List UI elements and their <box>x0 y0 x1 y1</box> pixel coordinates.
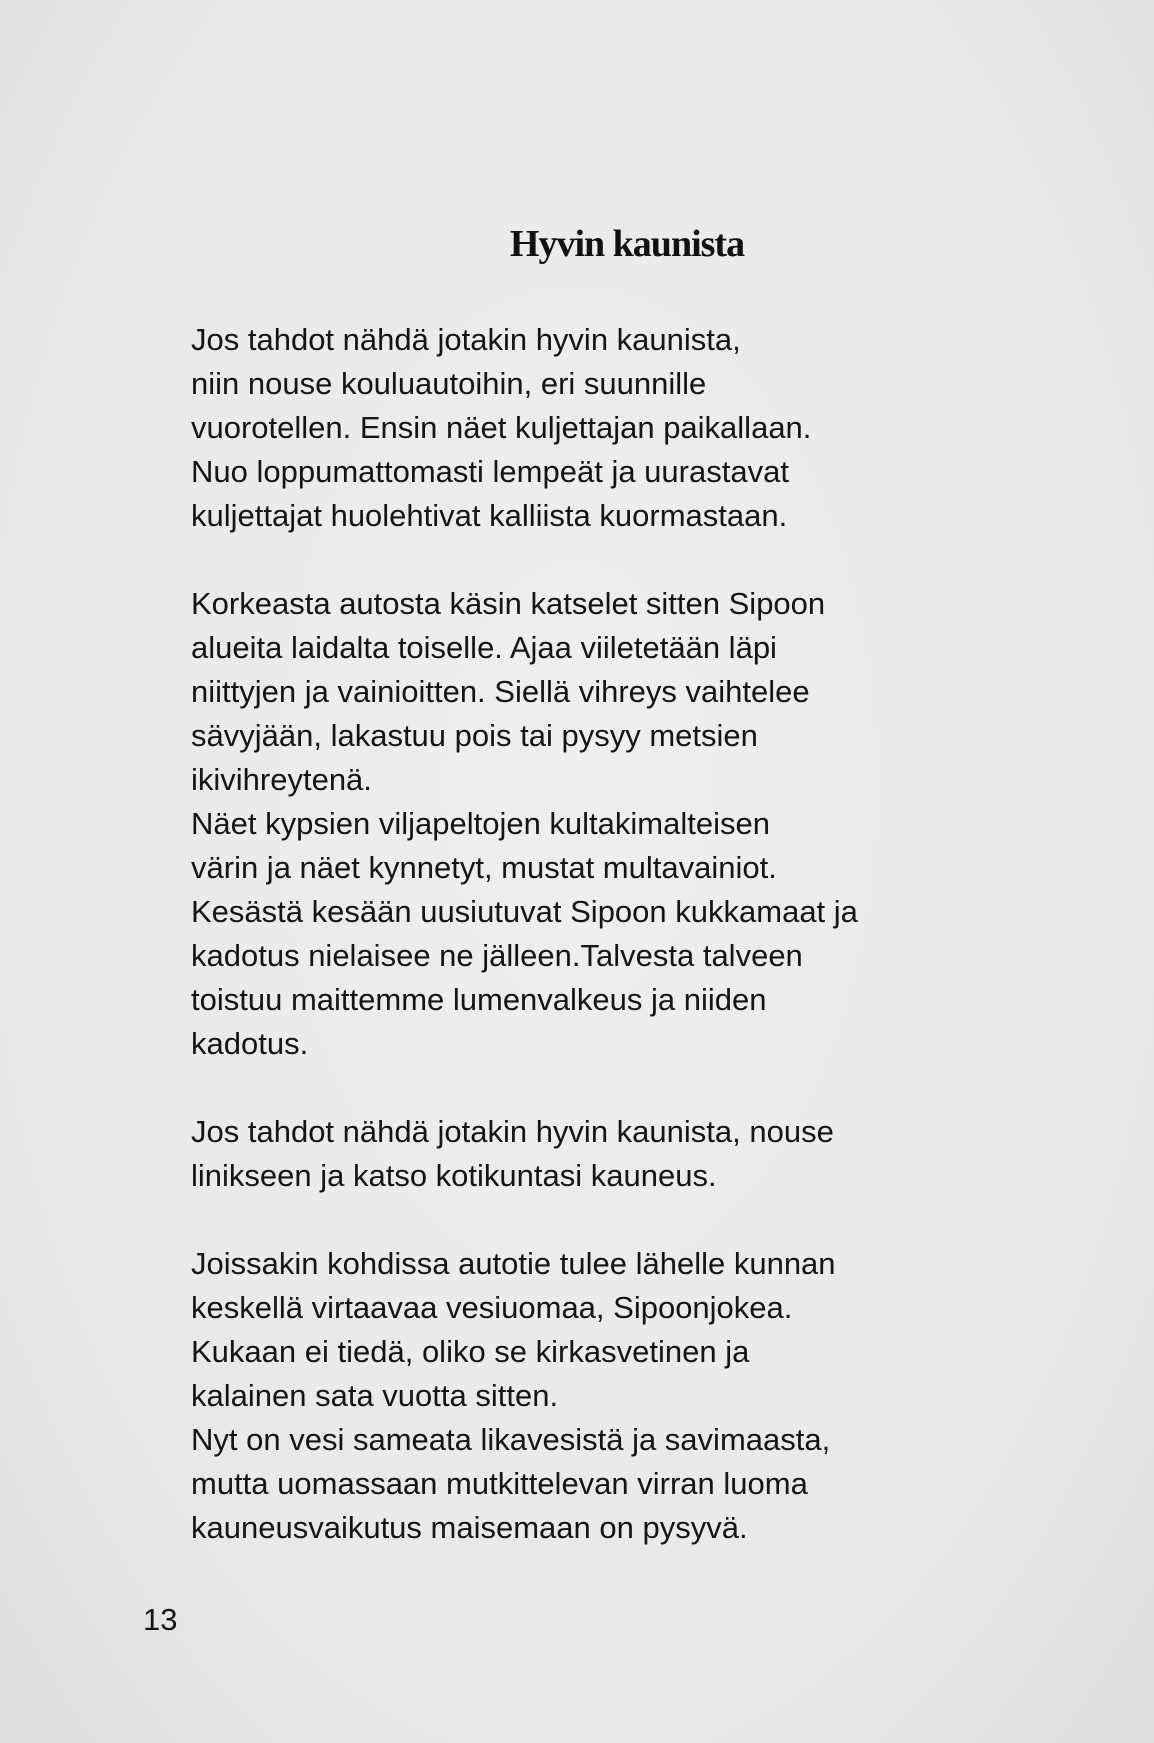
text-line: kauneusvaikutus maisemaan on pysyvä. <box>191 1510 748 1545</box>
text-line: Joissakin kohdissa autotie tulee lähelle kunnan <box>191 1246 836 1281</box>
text-line: kuljettajat huolehtivat kalliista kuormastaan. <box>191 498 788 533</box>
text-line: Kukaan ei tiedä, oliko se kirkasvetinen ja <box>191 1334 750 1369</box>
text-line: keskellä virtaavaa vesiuomaa, Sipoonjokea. <box>191 1290 793 1325</box>
text-line: linikseen ja katso kotikuntasi kauneus. <box>191 1158 717 1193</box>
text-line: Jos tahdot nähdä jotakin hyvin kaunista, <box>191 322 741 357</box>
text-line: vuorotellen. Ensin näet kuljettajan paikallaan. <box>191 410 812 445</box>
text-line: Kesästä kesään uusiutuvat Sipoon kukkamaat ja <box>191 894 858 929</box>
page-number: 13 <box>143 1602 178 1637</box>
text-line: toistuu maittemme lumenvalkeus ja niiden <box>191 982 767 1017</box>
text-line: Nyt on vesi sameata likavesistä ja savimaasta, <box>191 1422 831 1457</box>
text-line: värin ja näet kynnetyt, mustat multavainiot. <box>191 850 777 885</box>
poem-body <box>191 318 1071 1550</box>
text-line: sävyjään, lakastuu pois tai pysyy metsien <box>191 718 758 753</box>
text-line: niittyjen ja vainioitten. Siellä vihreys vaihtelee <box>191 674 810 709</box>
text-line: Näet kypsien viljapeltojen kultakimalteisen <box>191 806 770 841</box>
text-line: alueita laidalta toiselle. Ajaa viiletetään läpi <box>191 630 777 665</box>
text-line: Korkeasta autosta käsin katselet sitten Sipoon <box>191 586 826 621</box>
stanza-gap <box>191 1198 1071 1242</box>
stanza-gap <box>191 1066 1071 1110</box>
poem-title: Hyvin kaunista <box>509 223 745 265</box>
text-line: Jos tahdot nähdä jotakin hyvin kaunista, nouse <box>191 1114 834 1149</box>
text-line: ikivihreytenä. <box>191 762 372 797</box>
text-line: Nuo loppumattomasti lempeät ja uurastavat <box>191 454 789 489</box>
stanza-gap <box>191 538 1071 582</box>
text-line: kadotus nielaisee ne jälleen.Talvesta talveen <box>191 938 803 973</box>
text-line: kalainen sata vuotta sitten. <box>191 1378 559 1413</box>
text-line: niin nouse kouluautoihin, eri suunnille <box>191 366 707 401</box>
text-line: kadotus. <box>191 1026 309 1061</box>
text-line: mutta uomassaan mutkittelevan virran luoma <box>191 1466 808 1501</box>
